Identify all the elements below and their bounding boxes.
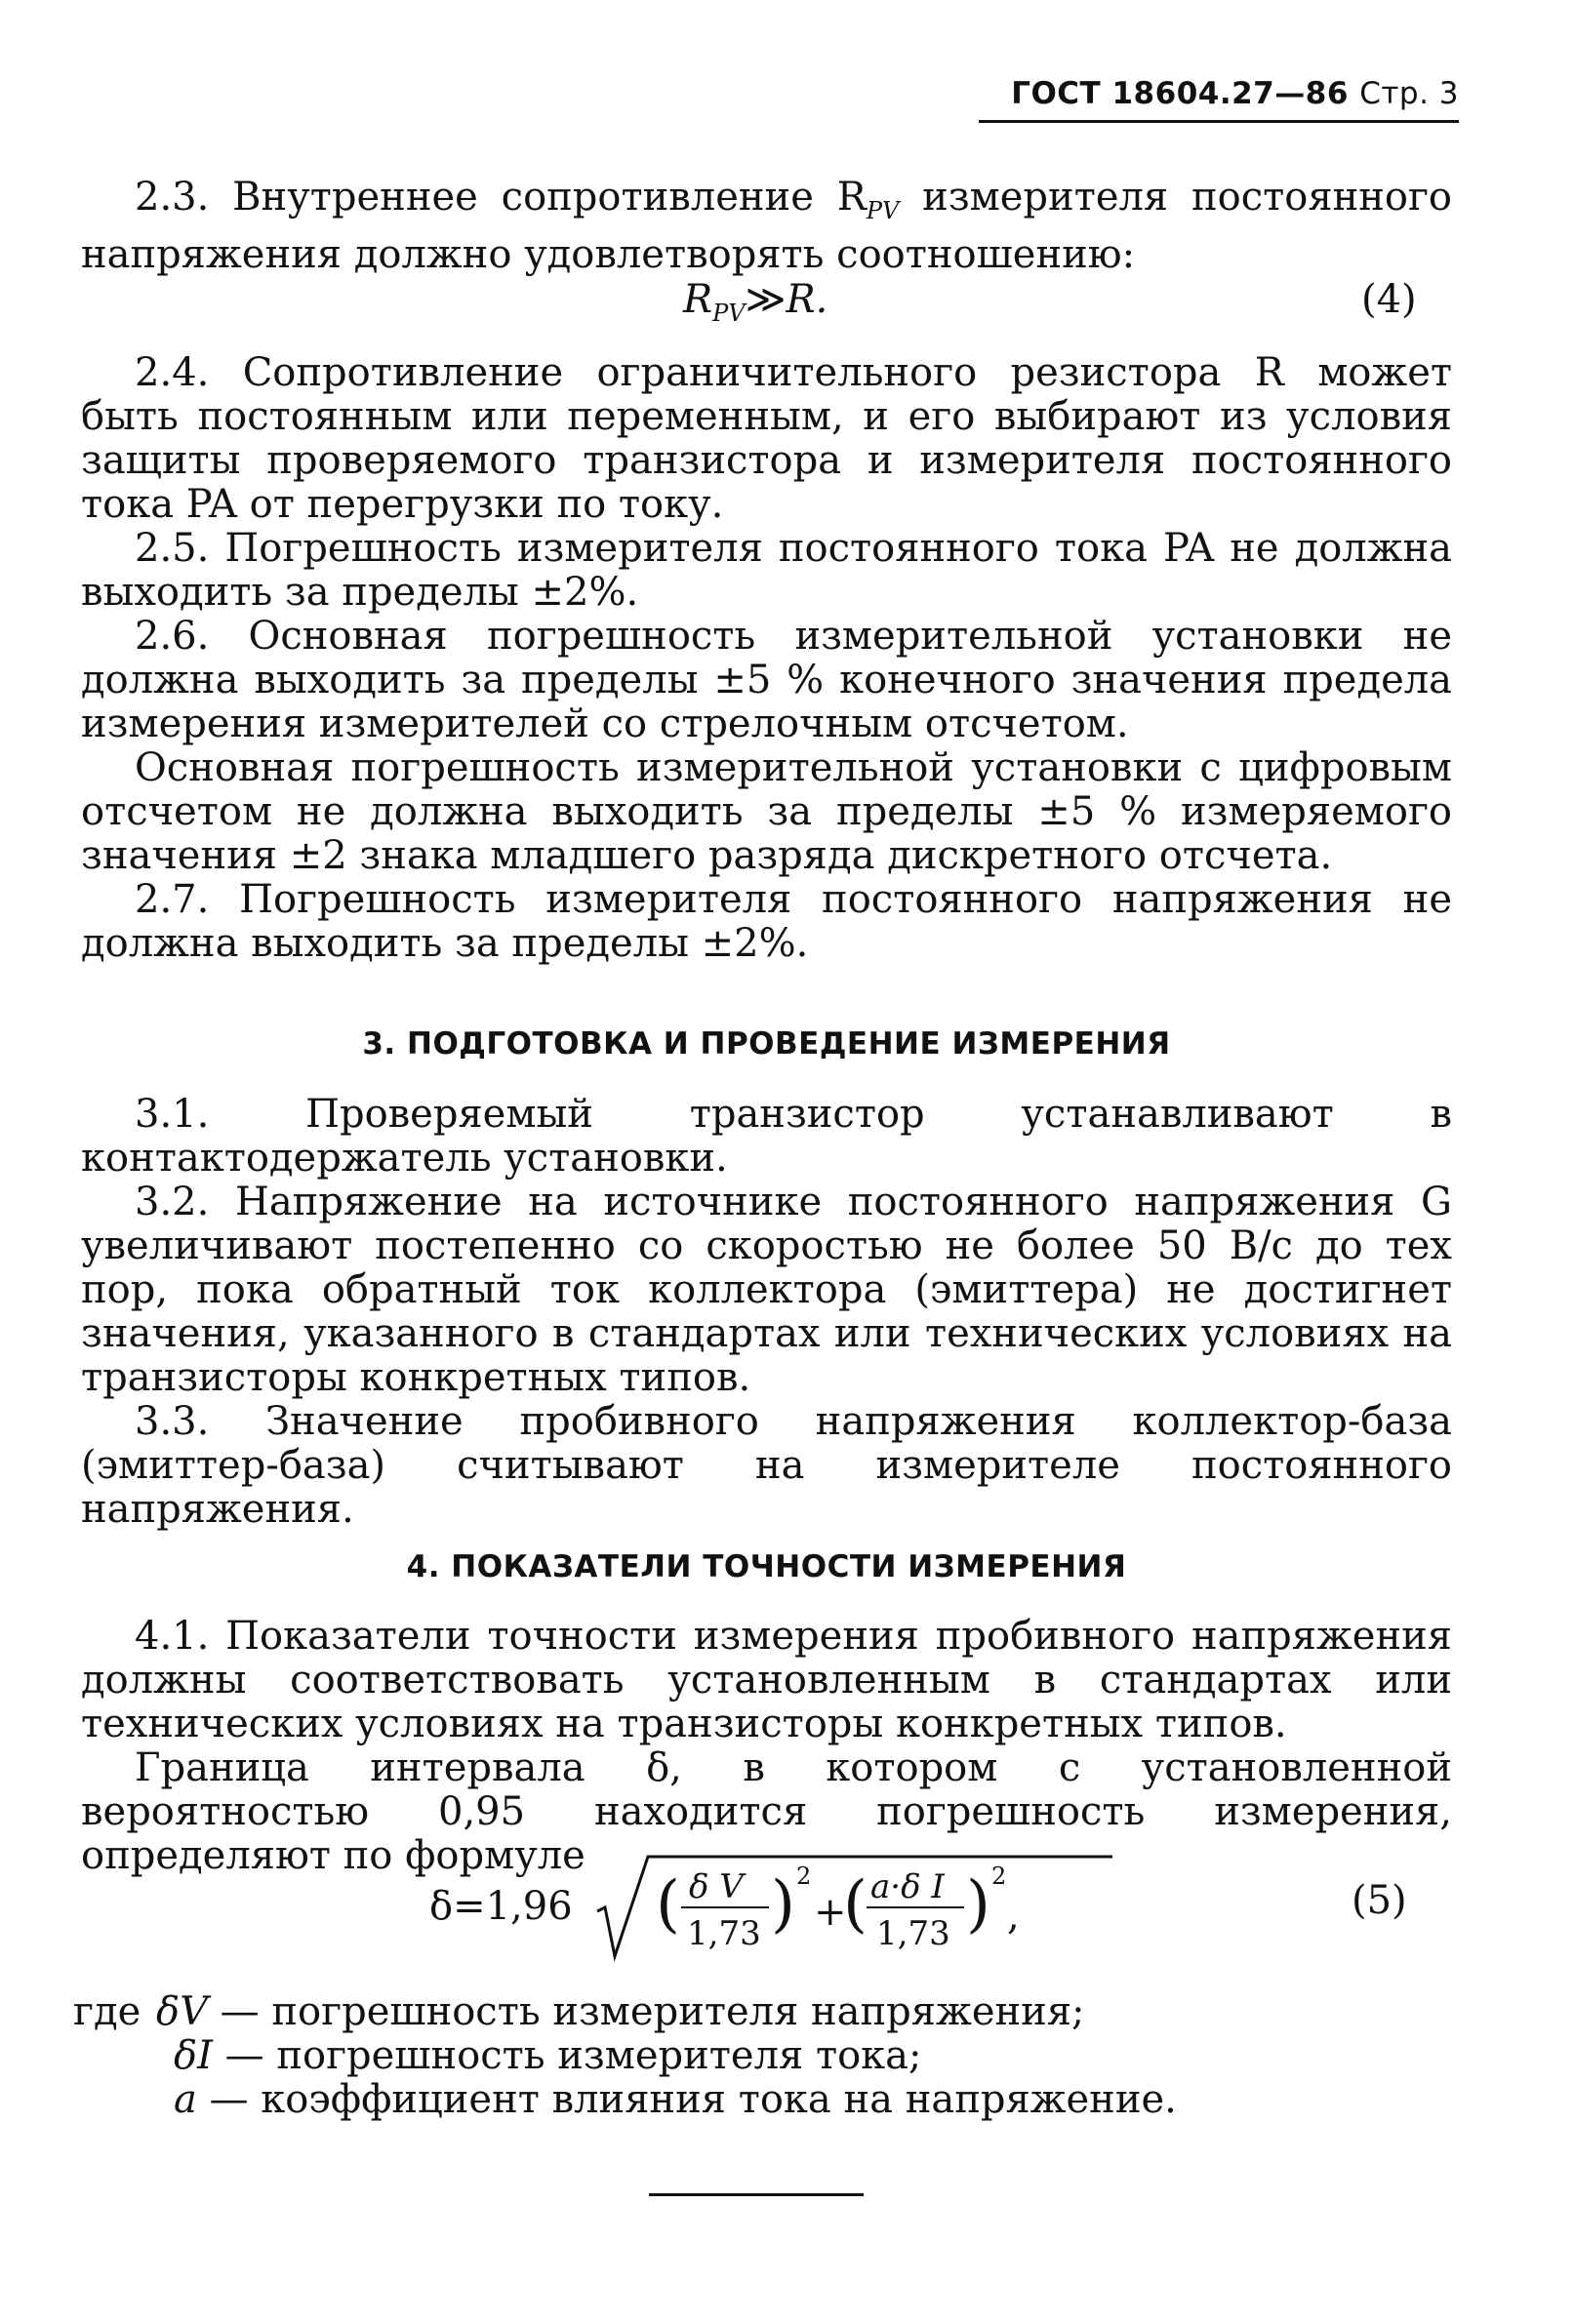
standard-number: ГОСТ 18604.27—86 <box>1011 76 1349 111</box>
fraction-1-numerator: δ V <box>689 1867 744 1906</box>
equation-5-lhs: δ=1,96 <box>429 1884 573 1929</box>
paren-close-2: ) <box>966 1868 990 1941</box>
exponent-2: 2 <box>991 1863 1007 1890</box>
page-header <box>976 76 1459 111</box>
paren-open-1: ( <box>656 1868 680 1941</box>
where-item-current-error: δI — погрешность измерителя тока; <box>174 2033 922 2078</box>
paren-open-2: ( <box>843 1868 868 1941</box>
equation-5-comma: , <box>1007 1894 1020 1939</box>
end-rule <box>649 2193 864 2196</box>
where-item-voltage-error: δV — погрешность измерителя напряжения; <box>156 1989 1085 2034</box>
paragraph-2-5: 2.5. Погрешность измерителя постоянного тока PA не должна выходить за пределы ±2%. <box>81 526 1452 615</box>
where-lead: где <box>73 1989 141 2034</box>
fraction-2-denominator: 1,73 <box>876 1914 950 1953</box>
fraction-2-numerator: a·δ I <box>870 1867 945 1906</box>
page-number: Стр. 3 <box>1359 76 1459 111</box>
paragraph-3-1: 3.1. Проверяемый транзистор устанавливают в контактодержатель установки. <box>81 1092 1452 1181</box>
equation-5-graphic <box>429 1849 1112 1966</box>
paragraph-2-6: 2.6. Основная погрешность измерительной установки не должна выходить за пределы ±5 % конечного значения предела измерения измерителей со стрелочным отсчетом. <box>81 614 1452 746</box>
equation-4: $R_{PV}≫R$. <box>683 277 828 327</box>
paragraph-3-2: 3.2. Напряжение на источнике постоянного напряжения G увеличивают постепенно со скоростью не более 50 В/с до тех пор, пока обратный ток коллектора (эмиттера) не достигнет значения, указанного в стандартах или технических условиях на транзисторы конкретных типов. <box>81 1180 1452 1400</box>
equation-4-number: (4) <box>1361 277 1417 322</box>
paragraph-4-1-boundary: Граница интервала δ, в котором с установленной вероятностью 0,95 находится погрешность измерения, определяют по формуле <box>81 1745 1452 1878</box>
header-rule <box>979 120 1459 123</box>
paragraph-3-3: 3.3. Значение пробивного напряжения коллектор-база (эмиттер-база) считывают на измерителе постоянного напряжения. <box>81 1399 1452 1532</box>
exponent-1: 2 <box>796 1863 812 1890</box>
equation-5 <box>429 1849 1112 1966</box>
fraction-1-denominator: 1,73 <box>687 1914 761 1953</box>
plus-sign: + <box>814 1890 847 1935</box>
section-heading-4: 4. ПОКАЗАТЕЛИ ТОЧНОСТИ ИЗМЕРЕНИЯ <box>406 1549 1127 1584</box>
paragraph-2-6-digital: Основная погрешность измерительной установки с цифровым отсчетом не должна выходить за пределы ±5 % измеряемого значения ±2 знака младшего разряда дискретного отсчета. <box>81 745 1452 878</box>
paragraph-4-1: 4.1. Показатели точности измерения пробивного напряжения должны соответствовать установленным в стандартах или технических условиях на транзисторы конкретных типов. <box>81 1614 1452 1746</box>
where-item-coefficient: a — коэффициент влияния тока на напряжение. <box>174 2077 1177 2122</box>
paragraph-2-7: 2.7. Погрешность измерителя постоянного напряжения не должна выходить за пределы ±2%. <box>81 877 1452 966</box>
paren-close-1: ) <box>771 1868 795 1941</box>
paragraph-2-4: 2.4. Сопротивление ограничительного резистора R может быть постоянным или переменным, и его выбирают из условия защиты проверяемого транзистора и измерителя постоянного тока PA от перегрузки по току. <box>81 350 1452 527</box>
paragraph-2-3: 2.3. Внутреннее сопротивление $R_{PV}$ измерителя постоянного напряжения должно удовлетворять соотношению: <box>81 175 1453 277</box>
section-heading-3: 3. ПОДГОТОВКА И ПРОВЕДЕНИЕ ИЗМЕРЕНИЯ <box>362 1026 1171 1062</box>
equation-5-number: (5) <box>1352 1878 1407 1923</box>
